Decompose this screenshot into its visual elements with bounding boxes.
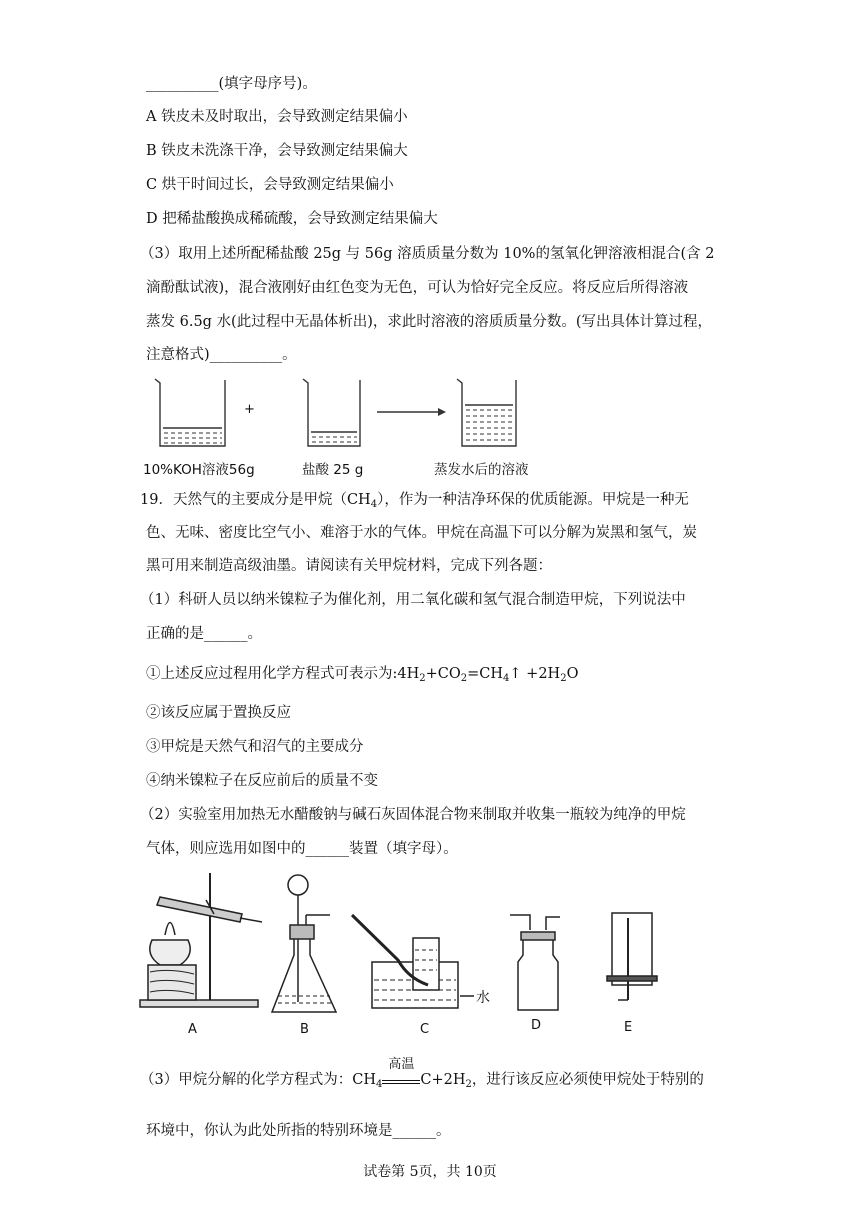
q18-part3-line3: 蒸发 6.5g 水(此过程中无晶体析出)，求此时溶液的溶质质量分数。(写出具体计算过程， <box>146 314 713 330</box>
beaker2-caption: 盐酸 25 g <box>302 462 364 478</box>
option-b: B 铁皮未洗涤干净，会导致测定结果偏大 <box>146 143 408 159</box>
q19-ch4-subscript: 4 <box>370 499 378 510</box>
q19-part3-line1: （3）甲烷分解的化学方程式为：$CH_4$ 高温 $C+2H_2$，进行该反应必须使甲烷处于特别的 <box>140 1057 704 1090</box>
q19-line3: 黑可用来制造高级油墨。请阅读有关甲烷材料，完成下列各题： <box>146 558 552 574</box>
statement-3: ③甲烷是天然气和沼气的主要成分 <box>146 739 364 755</box>
water-label: 水 <box>476 990 490 1006</box>
apparatus-label-e: E <box>624 1020 633 1035</box>
statement-2: ②该反应属于置换反应 <box>146 705 291 721</box>
plus-sign: + <box>244 402 255 417</box>
reaction-condition: 高温 <box>388 1057 415 1072</box>
q19-part1-line1: （1）科研人员以纳米镍粒子为催化剂，用二氧化碳和氢气混合制造甲烷，下列说法中 <box>140 592 686 608</box>
option-c: C 烘干时间过长，会导致测定结果偏小 <box>146 177 394 193</box>
q18-part3-line1: （3）取用上述所配稀盐酸 25g 与 56g 溶质质量分数为 10%的氢氧化钾溶液相混合(含 2 <box>140 246 715 262</box>
q19-line1-post: ），作为一种洁净环保的优质能源。甲烷是一种无 <box>377 492 689 508</box>
apparatus-label-c: C <box>420 1022 430 1037</box>
q18-part3-line2: 滴酚酞试液)，混合液刚好由红色变为无色，可认为恰好完全反应。将反应后所得溶液 <box>146 280 689 296</box>
statement-4: ④纳米镍粒子在反应前后的质量不变 <box>146 773 378 789</box>
q19-part3-line2: 环境中，你认为此处所指的特别环境是______。 <box>146 1123 451 1139</box>
q19-line1 <box>140 490 689 515</box>
option-d: D 把稀盐酸换成稀硫酸，会导致测定结果偏大 <box>146 211 438 227</box>
q19-part2-line2: 气体，则应选用如图中的______装置（填字母）。 <box>146 841 458 857</box>
apparatus-label-b: B <box>300 1022 309 1037</box>
beaker3-caption: 蒸发水后的溶液 <box>434 462 529 478</box>
q19-line2: 色、无味、密度比空气小、难溶于水的气体。甲烷在高温下可以分解为炭黑和氢气，炭 <box>146 525 697 541</box>
apparatus-label-a: A <box>188 1022 197 1037</box>
q18-part3-line4: 注意格式)__________。 <box>146 347 297 363</box>
option-a: A 铁皮未及时取出，会导致测定结果偏小 <box>146 109 408 125</box>
page-footer: 试卷第 5页，共 10页 <box>363 1164 497 1180</box>
beaker1-caption: 10%KOH溶液56g <box>143 462 255 478</box>
q19-part2-line1: （2）实验室用加热无水醋酸钠与碱石灰固体混合物来制取并收集一瓶较为纯净的甲烷 <box>140 807 686 823</box>
q19-part1-line2: 正确的是______。 <box>146 626 262 642</box>
q19-line1-pre: 19．天然气的主要成分是甲烷（CH <box>140 492 371 508</box>
apparatus-label-d: D <box>531 1018 542 1033</box>
answer-blank-line: __________(填字母序号)。 <box>146 76 317 92</box>
statement-1: ①上述反应过程用化学方程式可表示为$:4H_2+CO_2=CH_4↑ +2H_2O$ <box>146 666 579 684</box>
